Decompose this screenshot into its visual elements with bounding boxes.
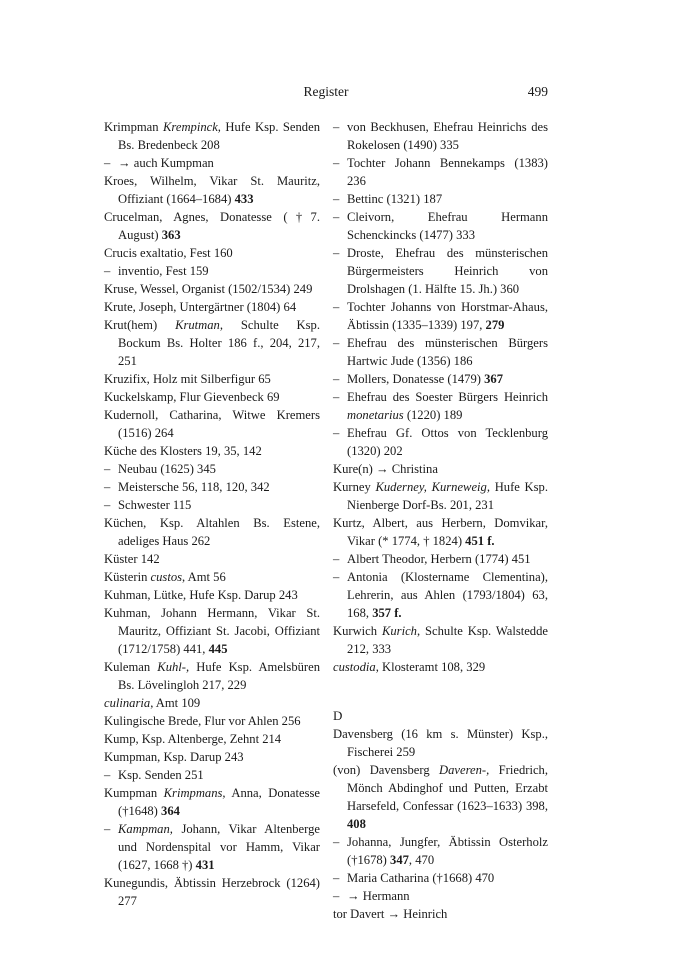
running-title: Register — [303, 84, 349, 99]
index-subentry — [333, 568, 548, 622]
index-subentry — [104, 262, 320, 280]
subentry-dash: – — [333, 871, 340, 885]
page-reference-bold: 363 — [161, 228, 181, 242]
index-entry — [104, 568, 320, 586]
subentry-dash: – — [333, 372, 340, 386]
subentry-dash: – — [333, 192, 340, 206]
index-entry — [104, 730, 320, 748]
entry-text: Küche des Klosters 19, 35, 142 — [104, 444, 262, 458]
index-entry — [104, 604, 320, 658]
variant-name-italic: Krimpmans, — [163, 786, 226, 800]
index-entry — [104, 694, 320, 712]
entry-text: Kuleman — [104, 660, 158, 674]
entry-text: Neubau (1625) 345 — [118, 462, 216, 476]
index-subentry — [104, 154, 320, 172]
index-entry — [104, 406, 320, 442]
variant-name-italic: culinaria — [104, 696, 151, 710]
entry-text: , 470 — [408, 853, 435, 867]
entry-text: Kruzifix, Holz mit Silberfigur 65 — [104, 372, 271, 386]
subentry-dash: – — [333, 552, 340, 566]
index-subentry — [333, 154, 548, 190]
entry-text: , Schulte Ksp. Walstedde 212, 333 — [347, 624, 548, 656]
subentry-dash: – — [104, 768, 111, 782]
subentry-dash: – — [333, 300, 340, 314]
subentry-dash: – — [104, 480, 111, 494]
entry-text: Kunegundis, Äbtissin Herzebrock (1264) 277 — [104, 876, 320, 908]
entry-text: Krute, Joseph, Untergärtner (1804) 64 — [104, 300, 297, 314]
variant-name-italic: custos — [150, 570, 183, 584]
subentry-dash: – — [333, 390, 340, 404]
entry-text: Kuckelskamp, Flur Gievenbeck 69 — [104, 390, 280, 404]
index-entry — [333, 658, 548, 676]
variant-name-italic: monetarius — [347, 408, 404, 422]
page-reference-bold: 451 f. — [465, 534, 495, 548]
index-entry — [104, 208, 320, 244]
entry-text: Albert Theodor, Herbern (1774) 451 — [347, 552, 531, 566]
variant-name-italic: Kuderney, Kurneweig, — [375, 480, 490, 494]
index-column-left — [104, 118, 320, 910]
subentry-dash: – — [104, 156, 111, 170]
index-entry — [104, 118, 320, 154]
index-subentry — [104, 766, 320, 784]
index-subentry — [333, 388, 548, 424]
entry-text: Hufe Ksp. Nienberge Dorf-Bs. 201, 231 — [347, 480, 548, 512]
page-reference-bold: 445 — [208, 642, 228, 656]
entry-text: Kulingische Brede, Flur vor Ahlen 256 — [104, 714, 301, 728]
subentry-dash: – — [333, 246, 340, 260]
page-reference-bold: 433 — [234, 192, 254, 206]
index-entry — [104, 748, 320, 766]
entry-text: Schulte Ksp. Bockum Bs. Holter 186 f., 204, 217, 251 — [118, 318, 321, 368]
entry-text: Cleivorn, Ehefrau Hermann Schenckincks (1477) 333 — [347, 210, 548, 242]
entry-text: Hufe Ksp. Senden Bs. Bredenbeck 208 — [118, 120, 320, 152]
index-subentry — [333, 424, 548, 460]
entry-text: Bettinc (1321) 187 — [347, 192, 443, 206]
variant-name-italic: Kurich — [381, 624, 417, 638]
index-subentry — [333, 833, 548, 869]
variant-name-italic: Kampman, — [118, 822, 173, 836]
index-entry — [104, 370, 320, 388]
variant-name-italic: Krutman, — [175, 318, 223, 332]
entry-text: , Klosteramt 108, 329 — [375, 660, 486, 674]
index-subentry — [333, 869, 548, 887]
entry-text: Kumpman — [104, 786, 164, 800]
index-entry — [104, 442, 320, 460]
entry-text: Tochter Johann Bennekamps (1383) 236 — [347, 156, 548, 188]
entry-text: Maria Catharina (†1668) 470 — [347, 871, 495, 885]
index-entries-d — [333, 725, 548, 923]
page-number: 499 — [527, 84, 548, 99]
entry-text: Kurwich — [333, 624, 382, 638]
subentry-dash: – — [104, 498, 111, 512]
entry-text: von Beckhusen, Ehefrau Heinrichs des Rokelosen (1490) 335 — [347, 120, 548, 152]
entry-text: Krimpman — [104, 120, 164, 134]
subentry-dash: – — [333, 210, 340, 224]
entry-text: Kuhman, Johann Hermann, Vikar St. Mauritz, Offiziant St. Jacobi, Offiziant (1712/1758) 441, — [104, 606, 320, 656]
subentry-dash: – — [333, 120, 340, 134]
subentry-dash: – — [104, 462, 111, 476]
entry-text: Küsterin — [104, 570, 151, 584]
subentry-dash: – — [333, 889, 340, 903]
entry-text: Kumpman, Ksp. Darup 243 — [104, 750, 244, 764]
page-reference-bold: 408 — [347, 817, 366, 831]
entry-text: Schwester 115 — [118, 498, 192, 512]
index-entry — [104, 550, 320, 568]
entry-text: → auch Kumpman — [118, 156, 214, 170]
index-entry — [104, 784, 320, 820]
entry-text: → Hermann — [347, 889, 410, 903]
entry-text: (1220) 189 — [403, 408, 463, 422]
variant-name-italic: Daveren-, — [439, 763, 490, 777]
entry-text: Kurney — [333, 480, 376, 494]
subentry-dash: – — [104, 822, 111, 836]
index-entry — [333, 761, 548, 833]
entry-text: Kuhman, Lütke, Hufe Ksp. Darup 243 — [104, 588, 298, 602]
index-entry — [104, 388, 320, 406]
index-subentry — [104, 496, 320, 514]
page-reference-bold: 431 — [195, 858, 215, 872]
subentry-dash: – — [333, 156, 340, 170]
index-entry — [104, 244, 320, 262]
entry-text: Meistersche 56, 118, 120, 342 — [118, 480, 270, 494]
entry-text: Kurtz, Albert, aus Herbern, Domvikar, Vikar (* 1774, † 1824) — [333, 516, 548, 548]
entry-text: Ehefrau des Soester Bürgers Heinrich — [347, 390, 548, 404]
entry-text: Hufe Ksp. Amelsbüren Bs. Lövelingloh 217, 229 — [118, 660, 321, 692]
index-entry — [104, 712, 320, 730]
entry-text: Kure(n) → Christina — [333, 462, 438, 476]
entry-text: tor Davert → Heinrich — [333, 907, 448, 921]
entry-text: Friedrich, Mönch Abdinghof und Putten, Erzabt Harsefeld, Confessar (1623–1633) 398, — [347, 763, 548, 813]
index-subentry — [333, 298, 548, 334]
index-column-right — [333, 118, 548, 923]
entry-text: Ehefrau des münsterischen Bürgers Hartwic Jude (1356) 186 — [347, 336, 548, 368]
page-reference-bold: 364 — [161, 804, 180, 818]
index-entry — [333, 905, 548, 923]
variant-name-italic: custodia — [333, 660, 376, 674]
entry-text: Küchen, Ksp. Altahlen Bs. Estene, adeliges Haus 262 — [104, 516, 320, 548]
section-letter-d: D — [333, 708, 343, 723]
index-entry — [104, 586, 320, 604]
entry-text: , Amt 109 — [150, 696, 201, 710]
index-subentry — [333, 208, 548, 244]
entry-text: Küster 142 — [104, 552, 160, 566]
subentry-dash: – — [333, 426, 340, 440]
index-entries-k — [333, 118, 548, 676]
index-entry — [333, 478, 548, 514]
index-entry — [333, 725, 548, 761]
entry-text: Droste, Ehefrau des münsterischen Bürgermeisters Heinrich von Drolshagen (1. Hälfte 15. Jh.) 360 — [347, 246, 548, 296]
entry-text: (von) Davensberg — [333, 763, 440, 777]
variant-name-italic: Krempinck, — [163, 120, 221, 134]
variant-name-italic: Kuhl-, — [157, 660, 190, 674]
index-entry — [104, 316, 320, 370]
index-entry — [104, 172, 320, 208]
page-header — [104, 84, 548, 104]
index-entry — [333, 460, 548, 478]
entry-text: Krut(hem) — [104, 318, 176, 332]
index-subentry — [104, 820, 320, 874]
entry-text: Johanna, Jungfer, Äbtissin Osterholz (†1678) — [347, 835, 548, 867]
entry-text: Crucis exaltatio, Fest 160 — [104, 246, 233, 260]
entry-text: Mollers, Donatesse (1479) — [347, 372, 485, 386]
index-entry — [333, 622, 548, 658]
index-subentry — [333, 334, 548, 370]
index-subentry — [333, 190, 548, 208]
entry-text: Crucelman, Agnes, Donatesse (†7. August) — [104, 210, 320, 242]
index-entry — [333, 514, 548, 550]
index-subentry — [333, 244, 548, 298]
entry-text: Kroes, Wilhelm, Vikar St. Mauritz, Offiziant (1664–1684) — [104, 174, 320, 206]
index-entry — [104, 280, 320, 298]
index-subentry — [333, 370, 548, 388]
entry-text: Anna, Donatesse (†1648) — [118, 786, 320, 818]
index-entry — [104, 514, 320, 550]
subentry-dash: – — [104, 264, 111, 278]
page-reference-bold: 357 f. — [372, 606, 402, 620]
entry-text: , Amt 56 — [182, 570, 226, 584]
index-subentry — [104, 478, 320, 496]
index-entry — [104, 298, 320, 316]
index-subentry — [104, 460, 320, 478]
subentry-dash: – — [333, 336, 340, 350]
page-reference-bold: 279 — [485, 318, 505, 332]
subentry-dash: – — [333, 570, 340, 584]
entry-text: Kruse, Wessel, Organist (1502/1534) 249 — [104, 282, 313, 296]
subentry-dash: – — [333, 835, 340, 849]
page-reference-bold: 367 — [484, 372, 503, 386]
entry-text: Antonia (Klostername Clementina), Lehrerin, aus Ahlen (1793/1804) 63, 168, — [347, 570, 548, 620]
index-subentry — [333, 118, 548, 154]
index-subentry — [333, 550, 548, 568]
entry-text: Davensberg (16 km s. Münster) Ksp., Fischerei 259 — [333, 727, 548, 759]
index-subentry — [333, 887, 548, 905]
entry-text: Kudernoll, Catharina, Witwe Kremers (1516) 264 — [104, 408, 320, 440]
entry-text: inventio, Fest 159 — [118, 264, 209, 278]
entry-text: Kump, Ksp. Altenberge, Zehnt 214 — [104, 732, 282, 746]
index-entry — [104, 874, 320, 910]
entry-text: Ehefrau Gf. Ottos von Tecklenburg (1320) 202 — [347, 426, 548, 458]
page-reference-bold: 347 — [390, 853, 409, 867]
entry-text: Tochter Johanns von Horstmar-Ahaus, Äbtissin (1335–1339) 197, — [347, 300, 548, 332]
entry-text: Johann, Vikar Altenberge und Nordenspital vor Hamm, Vikar (1627, 1668 †) — [118, 822, 320, 872]
entry-text: Ksp. Senden 251 — [118, 768, 204, 782]
index-entry — [104, 658, 320, 694]
